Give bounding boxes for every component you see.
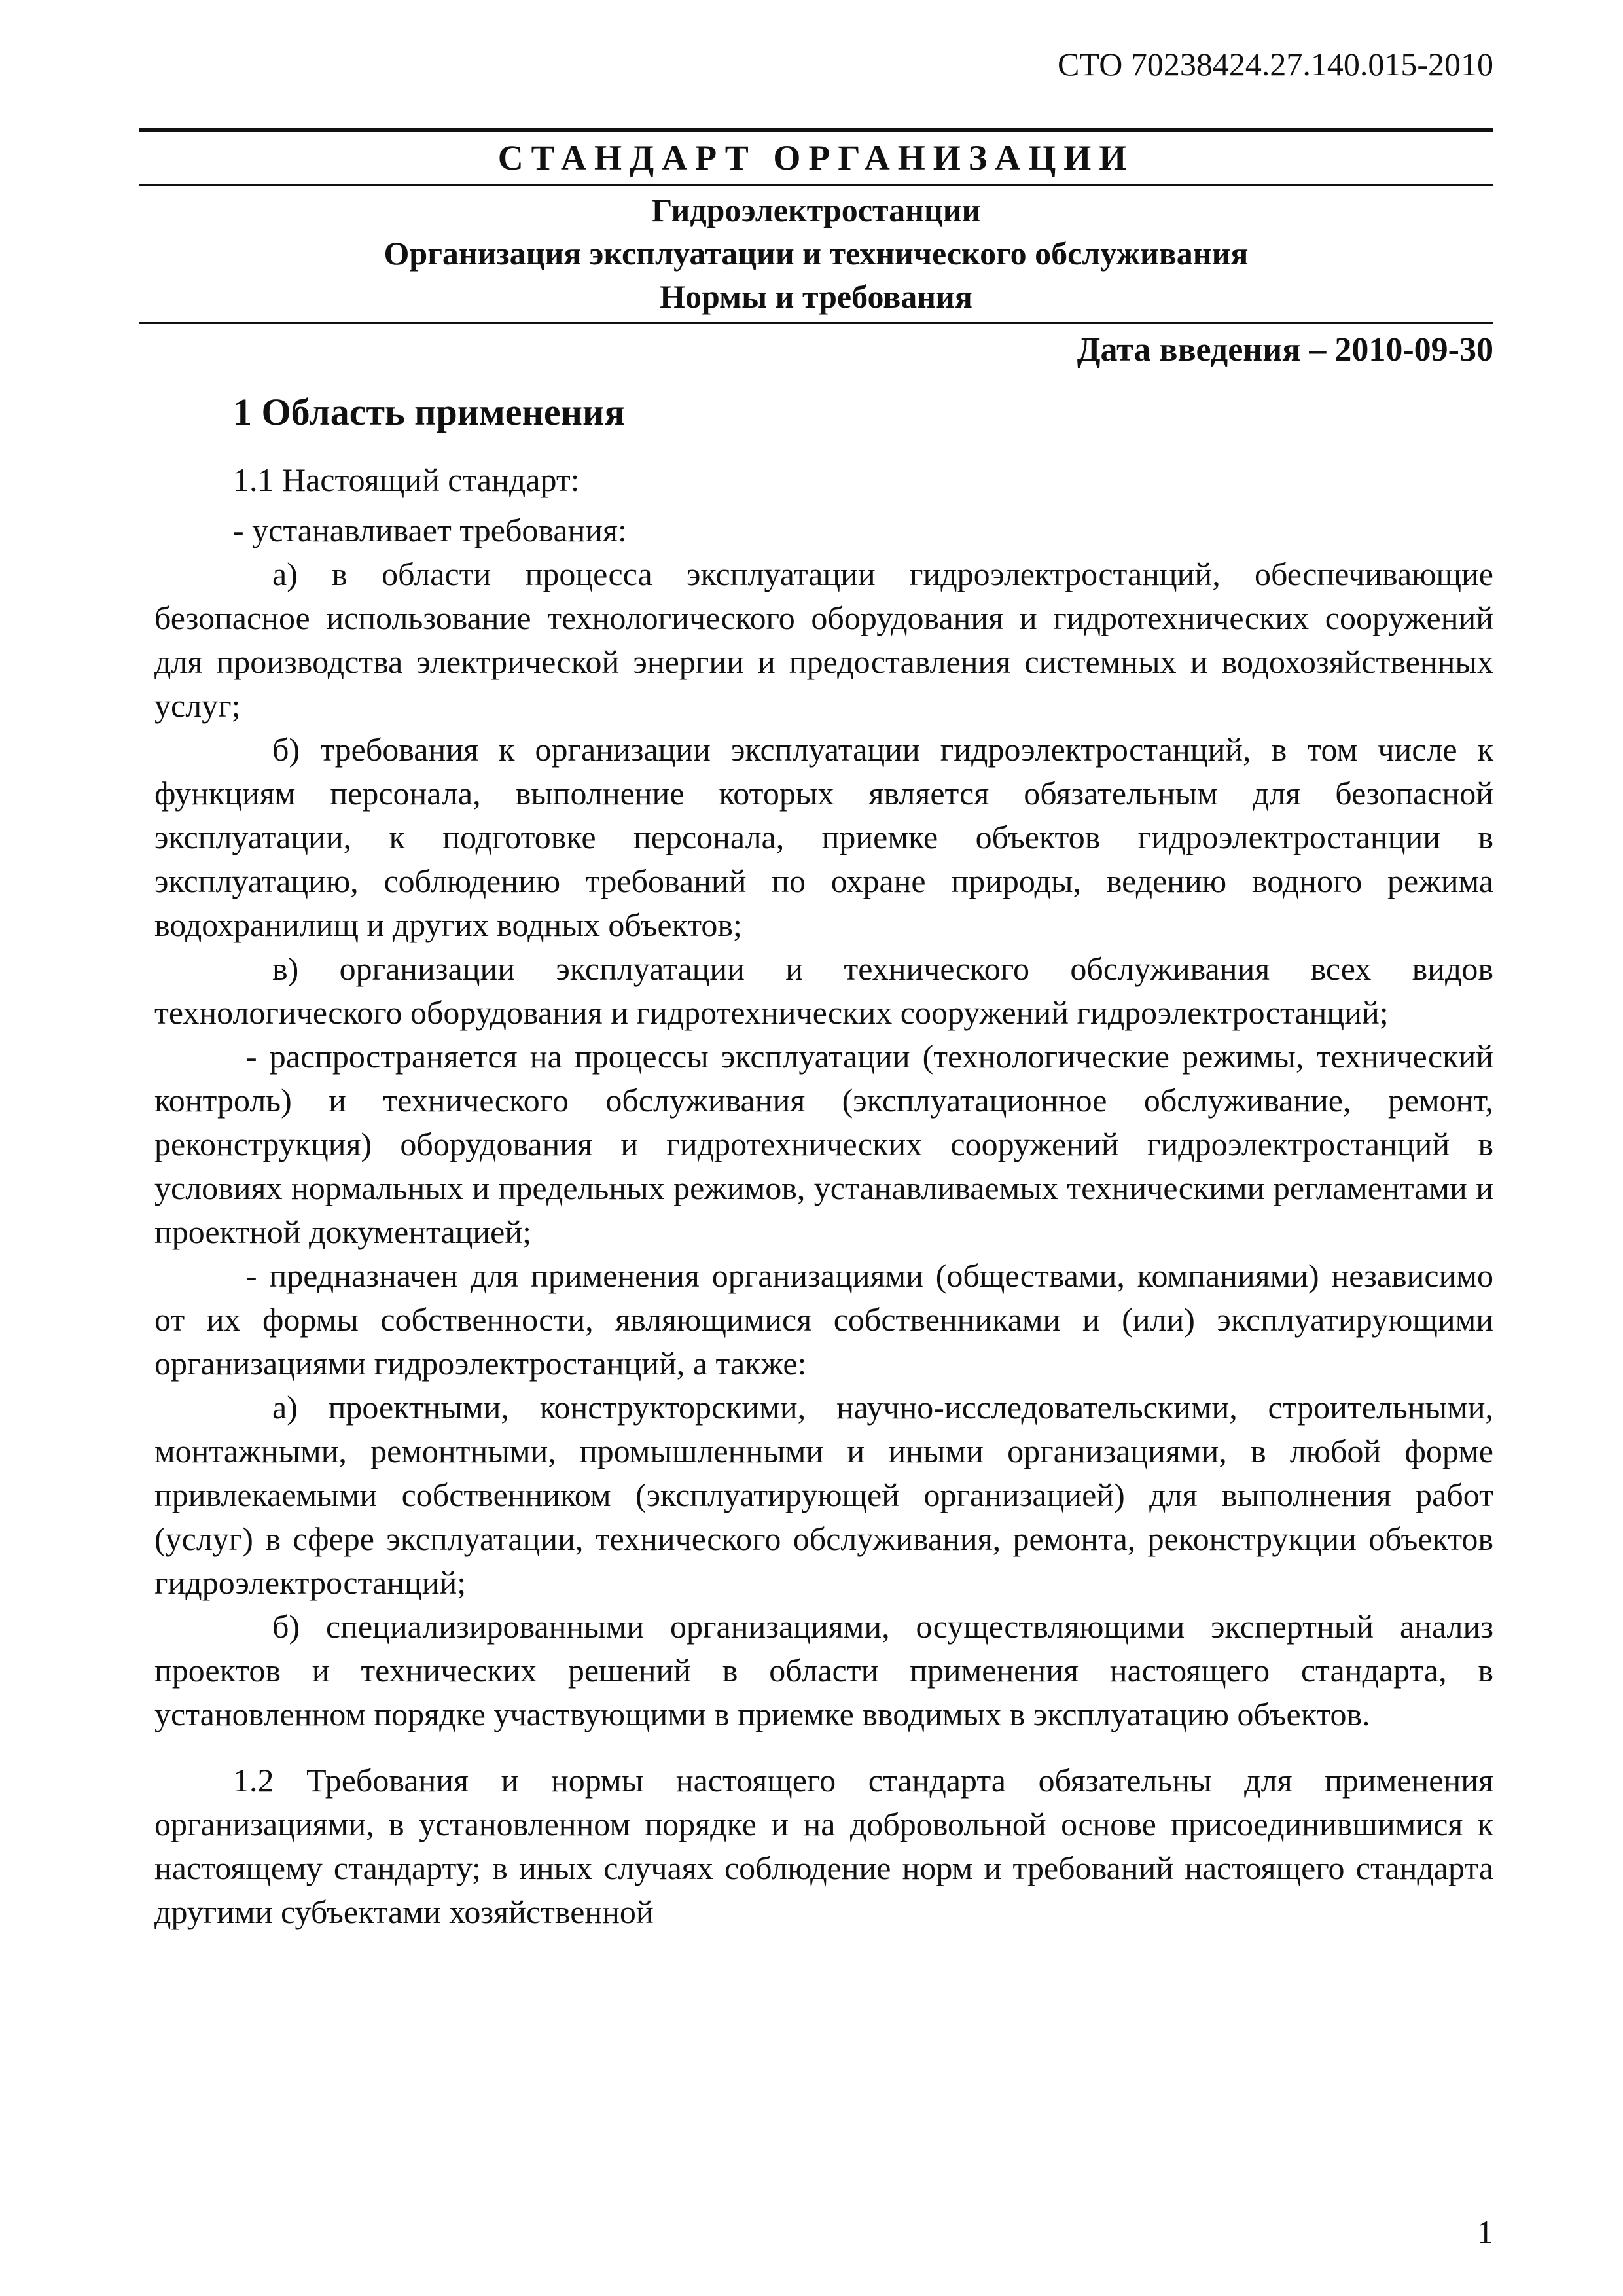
list-item-scope: - распространяется на процессы эксплуатации (технологические режимы, технический контроль) и технического обслуживания (эксплуатационное обслуживание, ремонт, реконструкция) оборудования и гидротехнических сооружений гидроэлектростанций в условиях нормальных и предельных режимов, устанавливаемых техническими регламентами и проектной документацией;: [154, 1038, 1493, 1250]
list-item-purpose: - предназначен для применения организациями (обществами, компаниями) независимо от их формы собственности, являющимися собственниками и (или) эксплуатирующими организациями гидроэлектростанций, а также:: [154, 1257, 1493, 1382]
standard-title: СТАНДАРТ ОРГАНИЗАЦИИ: [497, 138, 1135, 177]
list-subitem-orgs-b: б) специализированными организациями, осуществляющими экспертный анализ проектов и технических решений в области применения настоящего стандарта, в установленном порядке участвующими в приемке вводимых в эксплуатацию объектов.: [154, 1608, 1493, 1732]
subtitle-line-2: Организация эксплуатации и технического обслуживания: [383, 235, 1249, 272]
list-subitem-v: в) организации эксплуатации и технического обслуживания всех видов технологического оборудования и гидротехнических сооружений гидроэлектростанций;: [154, 950, 1493, 1031]
list-subitem-orgs-a: а) проектными, конструкторскими, научно-исследовательскими, строительными, монтажными, ремонтными, промышленными и иными организациями, в любой форме привлекаемыми собственником (эксплуатирующей организацией) для выполнения работ (услуг) в сфере эксплуатации, технического обслуживания, ремонта, реконструкции объектов гидроэлектростанций;: [154, 1389, 1493, 1601]
list-item-requirements: - устанавливает требования:: [233, 512, 627, 548]
section-heading: 1 Область применения: [233, 391, 625, 433]
document-code: СТО 70238424.27.140.015-2010: [1058, 46, 1493, 82]
document-body: [154, 386, 1493, 1934]
list-subitem-b: б) требования к организации эксплуатации гидроэлектростанций, в том числе к функциям персонала, выполнение которых является обязательным для безопасной эксплуатации, к подготовке персонала, приемке объектов гидроэлектростанции в эксплуатацию, соблюдению требований по охране природы, ведению водного режима водохранилищ и других водных объектов;: [154, 731, 1493, 943]
subtitle-line-1: Гидроэлектростанции: [651, 192, 981, 228]
subtitle-line-3: Нормы и требования: [660, 278, 972, 315]
paragraph-1-2: 1.2 Требования и нормы настоящего стандарта обязательны для применения организациями, в установленном порядке и на добровольной основе присоединившимися к настоящему стандарту; в иных случаях соблюдение норм и требований настоящего стандарта другими субъектами хозяйственной: [154, 1762, 1493, 1930]
paragraph-1-1: 1.1 Настоящий стандарт:: [233, 461, 580, 498]
list-subitem-a: а) в области процесса эксплуатации гидроэлектростанций, обеспечивающие безопасное использование технологического оборудования и гидротехнических сооружений для производства электрической энергии и предоставления системных и водохозяйственных услуг;: [154, 556, 1493, 724]
standard-subtitles: [139, 186, 1493, 322]
introduction-date: Дата введения – 2010-09-30: [1077, 331, 1493, 368]
title-block: [139, 128, 1493, 374]
top-rule: [139, 128, 1493, 132]
page-number: 1: [1477, 2214, 1493, 2250]
bottom-rule: [139, 322, 1493, 324]
